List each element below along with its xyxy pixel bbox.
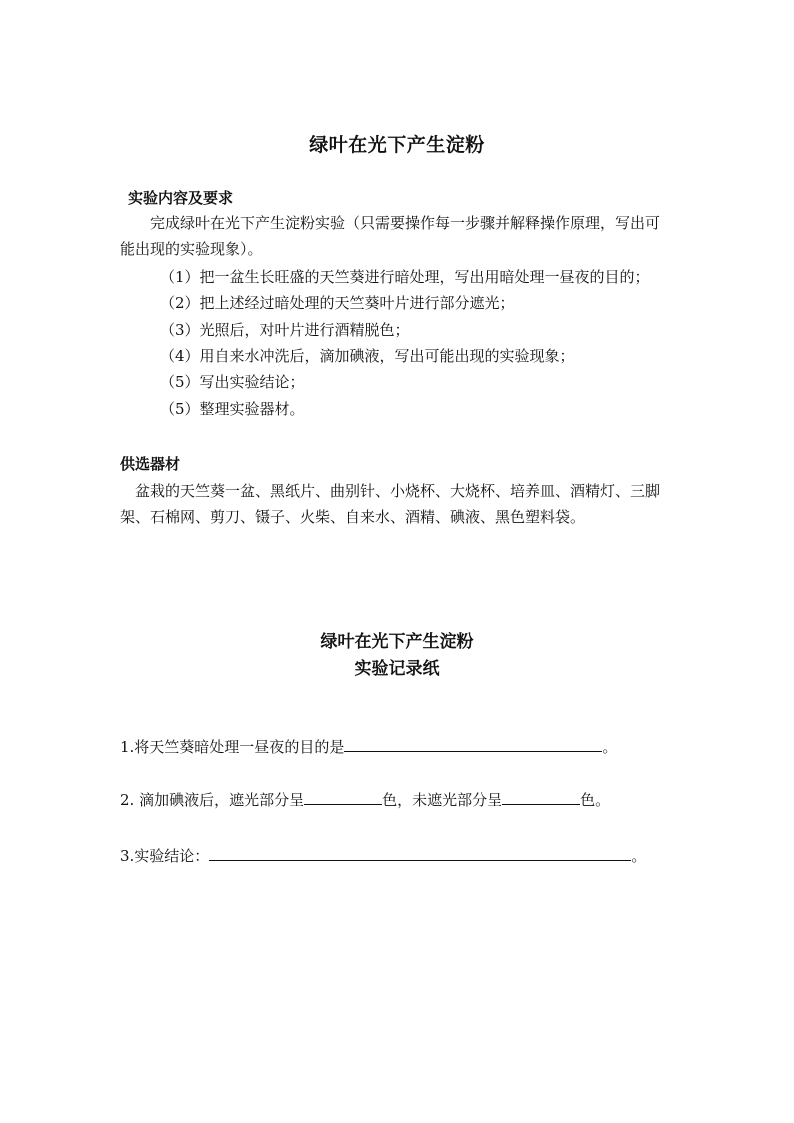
question-3-suffix: 。 (631, 847, 647, 865)
answer-blank-3[interactable] (209, 846, 631, 861)
materials-text: 盆栽的天竺葵一盆、黑纸片、曲别针、小烧杯、大烧杯、培养皿、酒精灯、三脚架、石棉网、剪刀、镊子、火柴、自来水、酒精、碘液、黑色塑料袋。 (120, 482, 661, 526)
question-2-suffix: 色。 (580, 791, 611, 809)
step-3: （3）光照后，对叶片进行酒精脱色； (160, 321, 410, 339)
question-2-middle: 色，未遮光部分呈 (382, 791, 503, 809)
answer-blank-1[interactable] (344, 737, 602, 752)
requirements-intro: 完成绿叶在光下产生淀粉实验（只需要操作每一步骤并解释操作原理，写出可能出现的实验现象）。 (120, 214, 661, 258)
record-subtitle: 实验记录纸 (354, 659, 440, 679)
step-2: （2）把上述经过暗处理的天竺葵叶片进行部分遮光； (160, 294, 515, 312)
requirements-heading: 实验内容及要求 (128, 189, 234, 207)
step-1: （1）把一盆生长旺盛的天竺葵进行暗处理，写出用暗处理一昼夜的目的； (160, 268, 650, 286)
step-4: （4）用自来水冲洗后，滴加碘液，写出可能出现的实验现象； (160, 347, 575, 365)
question-1 (120, 736, 617, 757)
step-5: （5）写出实验结论； (160, 373, 305, 391)
step-6: （5）整理实验器材。 (160, 400, 305, 418)
answer-blank-2a[interactable] (304, 790, 382, 805)
materials-heading: 供选器材 (120, 455, 181, 473)
question-1-suffix: 。 (602, 738, 618, 756)
question-3 (120, 845, 646, 866)
answer-blank-2b[interactable] (502, 790, 580, 805)
question-3-prefix: 3.实验结论： (120, 847, 210, 865)
question-1-prefix: 1.将天竺葵暗处理一昼夜的目的是 (120, 738, 345, 756)
record-title: 绿叶在光下产生淀粉 (320, 632, 474, 652)
page-title: 绿叶在光下产生淀粉 (309, 134, 485, 156)
question-2-prefix: 2. 滴加碘液后，遮光部分呈 (120, 791, 305, 809)
question-2 (120, 789, 610, 810)
